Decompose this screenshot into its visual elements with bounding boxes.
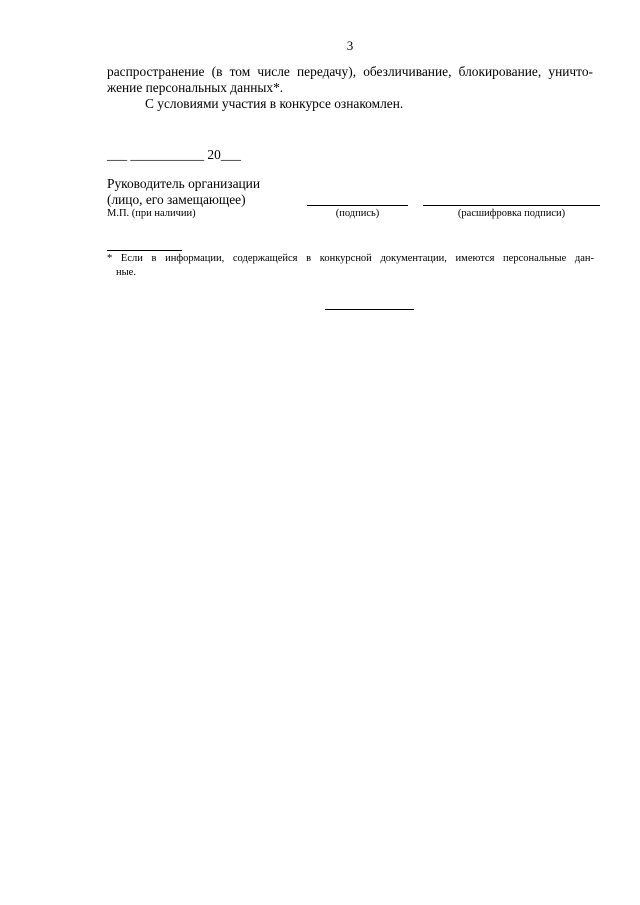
footnote — [107, 252, 594, 280]
signature-caption: (подпись) — [335, 208, 380, 219]
footnote-separator — [107, 250, 182, 251]
body-text-line-1: распространение (в том числе передачу), обезличивание, блокирование, уничто- — [107, 64, 593, 79]
page-number: 3 — [346, 38, 354, 53]
footnote-line-2: ные. — [116, 267, 136, 278]
stamp-label: М.П. (при наличии) — [107, 208, 196, 219]
signature-line — [307, 205, 408, 206]
end-of-document-rule — [325, 309, 414, 310]
date-placeholder: ___ ___________ 20___ — [107, 147, 241, 162]
signature-decoding-line — [423, 205, 600, 206]
signature-decoding-caption: (расшифровка подписи) — [457, 208, 566, 219]
signatory-role-line-1: Руководитель организации — [107, 176, 261, 191]
signatory-role-line-2: (лицо, его замещающее) — [107, 192, 246, 207]
body-text-line-2: жение персональных данных*. — [107, 80, 284, 95]
footnote-line-1: * Если в информации, содержащейся в конкурсной документации, имеются персональные дан- — [107, 253, 594, 264]
body-text-line-3: С условиями участия в конкурсе ознакомлен. — [145, 96, 404, 111]
